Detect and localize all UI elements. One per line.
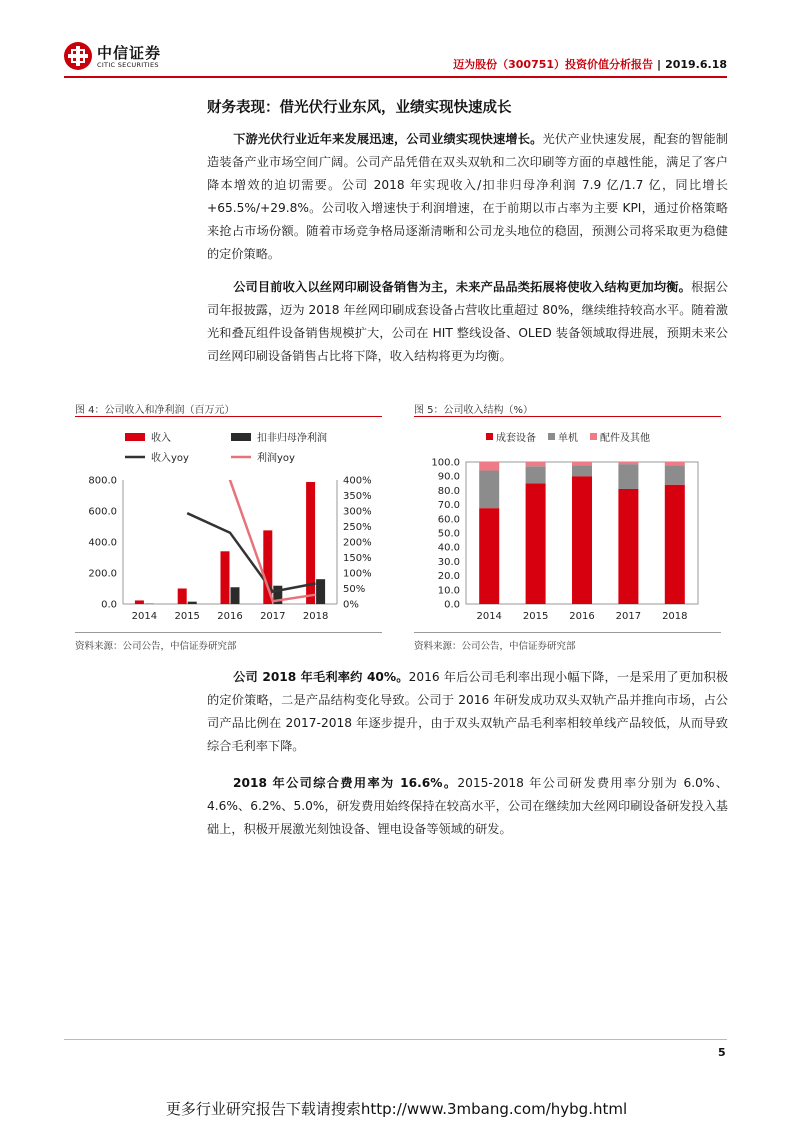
right-tick-label: 50% — [343, 584, 366, 595]
bar-单机-2016 — [572, 466, 592, 477]
x-tick-label: 2015 — [174, 611, 200, 622]
right-tick-label: 300% — [343, 506, 372, 518]
bar-成套设备-2014 — [479, 508, 499, 604]
y-tick-label: 100.0 — [431, 457, 460, 469]
bar-单机-2018 — [665, 466, 685, 485]
right-tick-label: 200% — [343, 537, 372, 549]
x-tick-label: 2014 — [476, 611, 502, 622]
paragraph-4 — [207, 772, 728, 841]
legend-label-0: 成套设备 — [496, 433, 536, 444]
left-tick-label: 600.0 — [88, 506, 117, 518]
paragraph-4-lead: 2018 年公司综合费用率为 16.6%。 — [233, 776, 458, 790]
y-tick-label: 20.0 — [437, 571, 460, 583]
revenue-profit-chart — [75, 420, 385, 632]
y-tick-label: 30.0 — [437, 556, 460, 568]
figure-5-top-rule — [414, 416, 721, 417]
x-tick-label: 2018 — [302, 611, 329, 622]
right-tick-label: 350% — [343, 491, 372, 502]
y-tick-label: 60.0 — [437, 514, 460, 526]
logo-cn-text: 中信证券 — [97, 44, 162, 62]
right-tick-label: 250% — [343, 522, 372, 533]
bar-配件及其他-2015 — [526, 462, 546, 466]
bar-配件及其他-2018 — [665, 462, 685, 466]
bar-单机-2015 — [526, 466, 546, 483]
header-report-info — [453, 56, 727, 72]
bar-扣非归母净利润-2018 — [316, 579, 325, 604]
paragraph-1-text: 光伏产业快速发展，配套的智能制造装备产业市场空间广阔。公司产品凭借在双头双轨和二次印刷等方面的卓越性能，满足了客户降本增效的迫切需要。公司 2018 年实现收入/扣非归母净利润 7.9 亿/1.7 亿，同比增长+65.5%/+29.8%。公司收入增速快于利润增速，在于前期以市占率为主要 KPI，通过价格策略来抢占市场份额。随着市场竞争格局逐渐清晰和公司龙头地位的稳固，预测公司将采取更为稳健的定价策略。 — [207, 132, 728, 261]
paragraph-3 — [207, 666, 728, 758]
x-tick-label: 2016 — [569, 611, 595, 622]
line-收入yoy — [187, 513, 315, 591]
y-tick-label: 40.0 — [437, 542, 460, 554]
x-tick-label: 2018 — [662, 611, 688, 622]
bar-配件及其他-2014 — [479, 462, 499, 471]
paragraph-1 — [207, 128, 728, 266]
report-title: 迈为股份（300751）投资价值分析报告 — [453, 58, 654, 71]
x-tick-label: 2014 — [131, 611, 158, 622]
left-tick-label: 200.0 — [88, 568, 117, 580]
legend-label-0: 收入 — [151, 433, 171, 444]
paragraph-3-text: 2016 年后公司毛利率出现小幅下降，一是采用了更加积极的定价策略，二是产品结构变化导致。公司于 2016 年研发成功双头双轨产品并推向市场，占公司产品比例在 2017-2018 年逐步提升，由于双头双轨产品毛利率相较单线产品较低，从而导致综合毛利率下降。 — [207, 670, 729, 753]
x-tick-label: 2015 — [522, 611, 549, 622]
citic-logo — [64, 40, 176, 74]
header-divider — [64, 76, 727, 78]
y-tick-label: 70.0 — [437, 500, 460, 512]
legend-label-1: 单机 — [558, 433, 578, 444]
right-tick-label: 0% — [343, 599, 359, 611]
logo-en-text: CITIC SECURITIES — [97, 61, 159, 69]
left-tick-label: 400.0 — [88, 537, 117, 549]
x-tick-label: 2017 — [615, 611, 642, 622]
x-tick-label: 2017 — [260, 611, 286, 622]
bar-成套设备-2016 — [572, 476, 592, 604]
right-tick-label: 100% — [343, 568, 372, 580]
report-date: 2019.6.18 — [665, 58, 727, 71]
section-heading: 财务表现：借光伏行业东风，业绩实现快速成长 — [207, 100, 512, 116]
bar-扣非归母净利润-2016 — [231, 587, 240, 604]
y-tick-label: 90.0 — [437, 471, 460, 483]
header-separator: | — [657, 58, 662, 71]
paragraph-4-text: 2015-2018 年公司研发费用率分别为 6.0%、4.6%、6.2%、5.0%，研发费用始终保持在较高水平，公司在继续加大丝网印刷设备研发投入基础上，积极开展激光刻蚀设备、锂电设备等领域的研发。 — [207, 776, 728, 836]
legend-swatch-1 — [231, 433, 251, 441]
legend-label-2: 配件及其他 — [600, 433, 650, 444]
y-tick-label: 10.0 — [437, 585, 460, 597]
y-tick-label: 0.0 — [444, 599, 460, 611]
left-tick-label: 800.0 — [88, 475, 117, 487]
figure-4-bottom-rule — [75, 632, 382, 633]
y-tick-label: 50.0 — [437, 528, 460, 540]
bar-单机-2017 — [618, 464, 638, 489]
paragraph-3-lead: 公司 2018 年毛利率约 40%。 — [233, 670, 409, 684]
paragraph-1-lead: 下游光伏行业近年来发展迅速，公司业绩实现快速增长。 — [233, 132, 543, 146]
bar-配件及其他-2016 — [572, 462, 592, 466]
y-tick-label: 80.0 — [437, 485, 460, 497]
bar-单机-2014 — [479, 471, 499, 509]
left-tick-label: 0.0 — [101, 599, 117, 611]
figure-4-top-rule — [75, 416, 382, 417]
revenue-structure-chart — [414, 420, 724, 632]
right-tick-label: 400% — [343, 475, 372, 487]
legend-label-2: 收入yoy — [151, 453, 189, 464]
figure-4-title: 图 4：公司收入和净利润（百万元） — [75, 405, 235, 416]
right-tick-label: 150% — [343, 553, 372, 564]
figure-5-title: 图 5：公司收入结构（%） — [414, 405, 534, 416]
x-tick-label: 2016 — [217, 611, 243, 622]
bar-收入-2016 — [221, 551, 230, 604]
legend-swatch-0 — [125, 433, 145, 441]
figure-5-source: 资料来源：公司公告，中信证券研究部 — [414, 641, 576, 652]
bar-成套设备-2018 — [665, 485, 685, 604]
paragraph-2-lead: 公司目前收入以丝网印刷设备销售为主，未来产品品类拓展将使收入结构更加均衡。 — [233, 280, 692, 294]
legend-label-3: 利润yoy — [257, 453, 295, 464]
bar-成套设备-2017 — [618, 489, 638, 604]
citic-logo-icon — [64, 42, 92, 70]
footer-divider — [64, 1039, 727, 1040]
figure-5-bottom-rule — [414, 632, 721, 633]
legend-swatch-1 — [548, 433, 555, 440]
bar-成套设备-2015 — [526, 483, 546, 604]
bar-收入-2014 — [135, 600, 144, 604]
page-number: 5 — [718, 1046, 726, 1059]
paragraph-2-text: 根据公司年报披露，迈为 2018 年丝网印刷成套设备占营收比重超过 80%，继续维持较高水平。随着激光和叠瓦组件设备销售规模扩大，公司在 HIT 整线设备、OLED 装备领域取得进展，预期未来公司丝网印刷设备销售占比将下降，收入结构将更为均衡。 — [207, 280, 728, 363]
line-利润yoy — [230, 470, 316, 601]
paragraph-2 — [207, 276, 728, 368]
legend-swatch-2 — [590, 433, 597, 440]
bar-配件及其他-2017 — [618, 462, 638, 464]
bar-收入-2015 — [178, 589, 187, 605]
legend-swatch-0 — [486, 433, 493, 440]
bar-扣非归母净利润-2015 — [188, 602, 197, 604]
footer-ad-link[interactable]: 更多行业研究报告下载请搜索http://www.3mbang.com/hybg.html — [165, 1100, 628, 1118]
legend-label-1: 扣非归母净利润 — [257, 433, 327, 444]
figure-4-source: 资料来源：公司公告，中信证券研究部 — [75, 641, 237, 652]
